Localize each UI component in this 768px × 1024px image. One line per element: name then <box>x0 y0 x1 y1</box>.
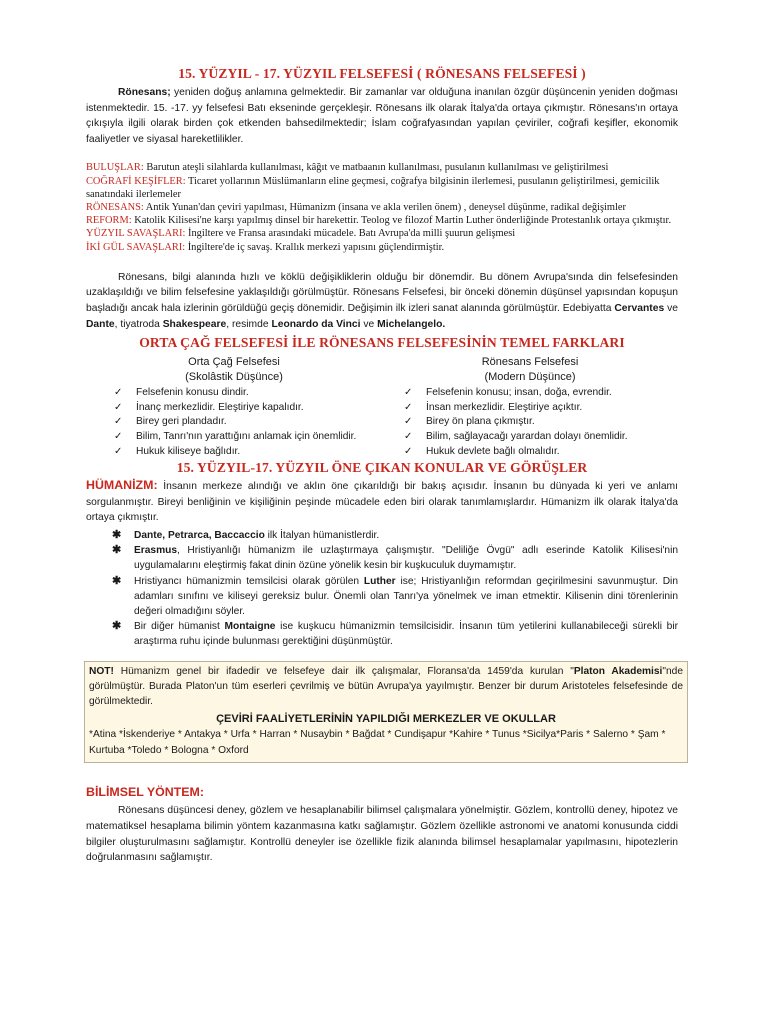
check-icon: ✓ <box>114 416 123 428</box>
para2-text: ve <box>360 318 378 330</box>
factor-text: Katolik Kilisesi'ne karşı yapılmış dinsel bir harekettir. Teolog ve filozof Martin Luther önderliğinde Protestanlık ortaya çıkmıştır. <box>131 215 672 227</box>
list-item <box>114 401 382 416</box>
bullet-bold: Dante, Petrarca, Baccaccio <box>134 529 265 541</box>
asterisk-bullet-icon: ✱ <box>112 574 122 587</box>
check-icon: ✓ <box>114 430 123 442</box>
bullet-bold: Erasmus <box>134 545 178 557</box>
list-item-text: Hukuk devlete bağlı olmalıdır. <box>426 445 560 457</box>
cities-list: *Atina *İskenderiye * Antakya * Urfa * Harran * Nusaybin * Bağdat * Cundişapur *Kahire * Tunus *Sicilya*Paris * Salerno * Şam * Kurtuba *Toledo * Bologna * Oxford <box>89 729 666 756</box>
bullet-bold: Montaigne <box>224 621 276 633</box>
humanism-paragraph <box>86 478 678 526</box>
para2-text: , tiyatroda <box>114 318 163 330</box>
topics-title: 15. YÜZYIL-17. YÜZYIL ÖNE ÇIKAN KONULAR VE GÖRÜŞLER <box>176 460 588 476</box>
list-item <box>404 430 678 445</box>
check-icon: ✓ <box>404 401 413 413</box>
note-bold: Platon Akademisi <box>573 665 663 677</box>
list-item <box>112 528 678 543</box>
renaissance-paragraph <box>86 270 678 332</box>
list-item-text: Felsefenin konusu; insan, doğa, evrendir. <box>426 387 612 399</box>
bullet-text: Hristiyancı hümanizmin temsilcisi olarak görülen <box>134 575 364 587</box>
renaissance-subhead: (Modern Düşünce) <box>484 371 576 384</box>
factor-key: RÖNESANS: <box>86 201 144 213</box>
name-dante: Dante <box>86 318 115 330</box>
intro-text: yeniden doğuş anlamına gelmektedir. Bir zamanlar var olduğuna inanılan özgür düşüncenin yeniden doğması istenmektedir. 15. -17. yy felsefesi Batı ekseninde gerçekleşir. Rönesans ilk olarak İtalya'da ortaya çıkmıştır. Rönesans'ın ortaya çıkışıyla ilgili olarak birden çok etkenden bahsedilmektedir; İslam coğrafyasından yapılan çeviriler, coğrafi keşifler, ekonomik faaliyetler ve siyasal hareketlilikler. <box>86 87 678 145</box>
science-heading: BİLİMSEL YÖNTEM: <box>86 785 204 800</box>
factor-text: Antik Yunan'dan çeviri yapılması, Hümanizm (insana ve akla verilen önem) , deneysel düşünme, radikal değişimler <box>143 201 626 213</box>
check-icon: ✓ <box>114 387 123 399</box>
name-shakespeare: Shakespeare <box>162 318 227 330</box>
list-item <box>404 445 678 460</box>
check-icon: ✓ <box>404 387 413 399</box>
list-item-text: Birey ön plana çıkmıştır. <box>426 416 535 428</box>
list-item-text: İnanç merkezlidir. Eleştiriye kapalıdır. <box>136 401 304 413</box>
factor-text: İngiltere ve Fransa arasındaki mücadele. Batı Avrupa'da milli şuurun gelişmesi <box>185 228 516 240</box>
list-item <box>404 415 678 430</box>
list-item <box>114 415 382 430</box>
para2-text: , resimde <box>226 318 272 330</box>
factor-item <box>86 241 678 254</box>
factor-text: İngiltere'de iç savaş. Krallık merkezi yapısını güçlendirmiştir. <box>185 241 445 253</box>
document-page <box>86 66 684 866</box>
comparison-columns <box>86 355 678 459</box>
bullet-text: ise; Hristiyanlığın reformdan geçirilmesini savunmuştur. Din adamları sınıfını ve kiliseyi gereksiz bulur. Önemli olan Tanrı'ya yönelmek ve iman etmektir. Kilisenin dini törenlerinin değeri olmadığını söyler. <box>134 575 678 617</box>
list-item-text: Hukuk kiliseye bağlıdır. <box>136 445 241 457</box>
factor-key: İKİ GÜL SAVAŞLARI: <box>86 241 186 253</box>
para2-text: ve <box>664 302 678 314</box>
list-item <box>114 386 382 401</box>
factor-text: Ticaret yollarının Müslümanların eline geçmesi, coğrafya bilgisinin ilerlemesi, pusulanın geliştirilmesi, gemicilik sanatındaki ilerlemeler <box>86 175 660 200</box>
list-item-text: Felsefenin konusu dindir. <box>136 387 249 399</box>
check-icon: ✓ <box>404 416 413 428</box>
asterisk-bullet-icon: ✱ <box>112 544 122 557</box>
science-paragraph: Rönesans düşüncesi deney, gözlem ve hesaplanabilir bilimsel çalışmalara yönelmiştir. Gözlem, kontrollü deney, hipotez ve matematiksel hesaplama bilimin yöntem kazanmasına katkı sağlamıştır. Gözlem özellikle astronomi ve anatomi konusunda ciddi bilgiler oluşturulmasını sağlamıştır. Kontrollü deneyler ise özellikle fizik alanında bilimsel hesaplamalar yapılmasını, hipotezlerin doğrulanmasını sağlamıştır. <box>86 805 678 864</box>
list-item <box>404 401 678 416</box>
check-icon: ✓ <box>114 445 123 457</box>
factor-item <box>86 227 678 240</box>
note-box <box>84 661 688 764</box>
list-item-text: İnsan merkezlidir. Eleştiriye açıktır. <box>426 401 583 413</box>
para2-text: Rönesans, bilgi alanında hızlı ve köklü değişikliklerin olduğu bir dönemdir. Bu dönem Avrupa'sında din felsefesinden uzaklaşıldığı ve bilim felsefesine yaklaşıldığı görülmüştür. Rönesans Felsefesi, bir önceki dönemin düşünsel yapısından kopuşun başladığı ancak hala izlerinin görüldüğü geçiş dönemidir. Değişimin ilk izleri sanat alanında görülmüştür. Edebiyatta <box>86 271 678 314</box>
intro-paragraph <box>86 85 678 147</box>
renaissance-column <box>382 355 678 459</box>
list-item <box>112 619 678 649</box>
medieval-subhead: (Skolâstik Düşünce) <box>185 371 283 384</box>
asterisk-bullet-icon: ✱ <box>112 528 122 541</box>
bullet-bold: Luther <box>363 575 396 587</box>
list-item <box>114 445 382 460</box>
factor-item <box>86 161 678 174</box>
list-item-text: Birey geri plandadır. <box>136 416 227 428</box>
factors-list <box>86 161 678 253</box>
factor-key: YÜZYIL SAVAŞLARI: <box>86 228 186 240</box>
check-icon: ✓ <box>114 401 123 413</box>
note-text: Hümanizm genel bir ifadedir ve felsefeye dair ilk çalışmalar, Floransa'da 1459'da kurulan " <box>113 665 574 677</box>
factor-text: Barutun ateşli silahlarda kullanılması, kâğıt ve matbaanın kullanılması, pusulanın kullanılması ve geliştirilmesi <box>143 162 609 174</box>
humanism-text: İnsanın merkeze alındığı ve aklın öne çıkarıldığı bir bakış açısıdır. İnsanın bu dünyada ki yeri ve anlamı sorgulanmıştır. Bireyi benliğinin ve kişiliğinin peşinde mücadele eden biri olarak tanımlamışlardır. Hümanizm ilk olarak İtalya'da ortaya çıkmıştır. <box>86 481 678 524</box>
medieval-column <box>86 355 382 459</box>
name-cervantes: Cervantes <box>614 302 665 314</box>
name-leonardo: Leonardo da Vinci <box>271 318 361 330</box>
note-text: "nde görülmüştür. Burada Platon'un tüm eserleri çevrilmiş ve bütün Avrupa'ya yayılmıştır. Benzer bir durum Aristoteles felsefesinde de görülmektedir. <box>89 665 684 707</box>
asterisk-bullet-icon: ✱ <box>112 620 122 633</box>
list-item <box>114 430 382 445</box>
medieval-head: Orta Çağ Felsefesi <box>188 356 280 369</box>
page-title: 15. YÜZYIL - 17. YÜZYIL FELSEFESİ ( RÖNESANS FELSEFESİ ) <box>178 66 586 81</box>
humanism-heading: HÜMANİZM: <box>86 478 158 493</box>
check-icon: ✓ <box>404 445 413 457</box>
humanism-bullets <box>112 528 678 650</box>
note-paragraph <box>89 664 683 710</box>
renaissance-head: Rönesans Felsefesi <box>481 356 579 369</box>
factor-key: BULUŞLAR: <box>86 162 144 174</box>
list-item <box>404 386 678 401</box>
renaissance-list <box>404 386 678 459</box>
bullet-text: Bir diğer hümanist <box>134 621 225 633</box>
differences-title: ORTA ÇAĞ FELSEFESİ İLE RÖNESANS FELSEFESİNİN TEMEL FARKLARI <box>139 335 625 351</box>
list-item-text: Bilim, Tanrı'nın yarattığını anlamak için önemlidir. <box>136 430 357 442</box>
intro-term: Rönesans; <box>118 87 171 98</box>
name-michelangelo: Michelangelo. <box>377 318 446 330</box>
list-item-text: Bilim, sağlayacağı yarardan dolayı önemlidir. <box>426 430 628 442</box>
note-heading: ÇEVİRİ FAALİYETLERİNİN YAPILDIĞI MERKEZLER VE OKULLAR <box>216 713 556 726</box>
note-label: NOT! <box>89 665 114 677</box>
factor-item <box>86 201 678 214</box>
list-item <box>112 543 678 573</box>
medieval-list <box>114 386 382 459</box>
bullet-text: ise kuşkucu hümanizmin temsilcisidir. İnsanın tüm yetilerini kullanabileceği sürekli bir araştırma ruhu içinde bulunması gerektiğini düşünmüştür. <box>134 621 678 648</box>
factor-item <box>86 214 678 227</box>
list-item <box>112 574 678 620</box>
factor-item <box>86 175 678 201</box>
factor-key: REFORM: <box>86 215 132 227</box>
bullet-text: ilk İtalyan hümanistlerdir. <box>264 529 380 541</box>
check-icon: ✓ <box>404 430 413 442</box>
factor-key: COĞRAFİ KEŞİFLER: <box>86 175 186 187</box>
bullet-text: , Hristiyanlığı hümanizm ile uzlaştırmaya çalışmıştır. "Deliliğe Övgü" adlı eserinde Katolik Kilisesi'nin uygulamalarını eleştirmiş fakat dinin özüne yönelik kesin bir kuşkuculuk duymamıştır. <box>134 545 678 572</box>
